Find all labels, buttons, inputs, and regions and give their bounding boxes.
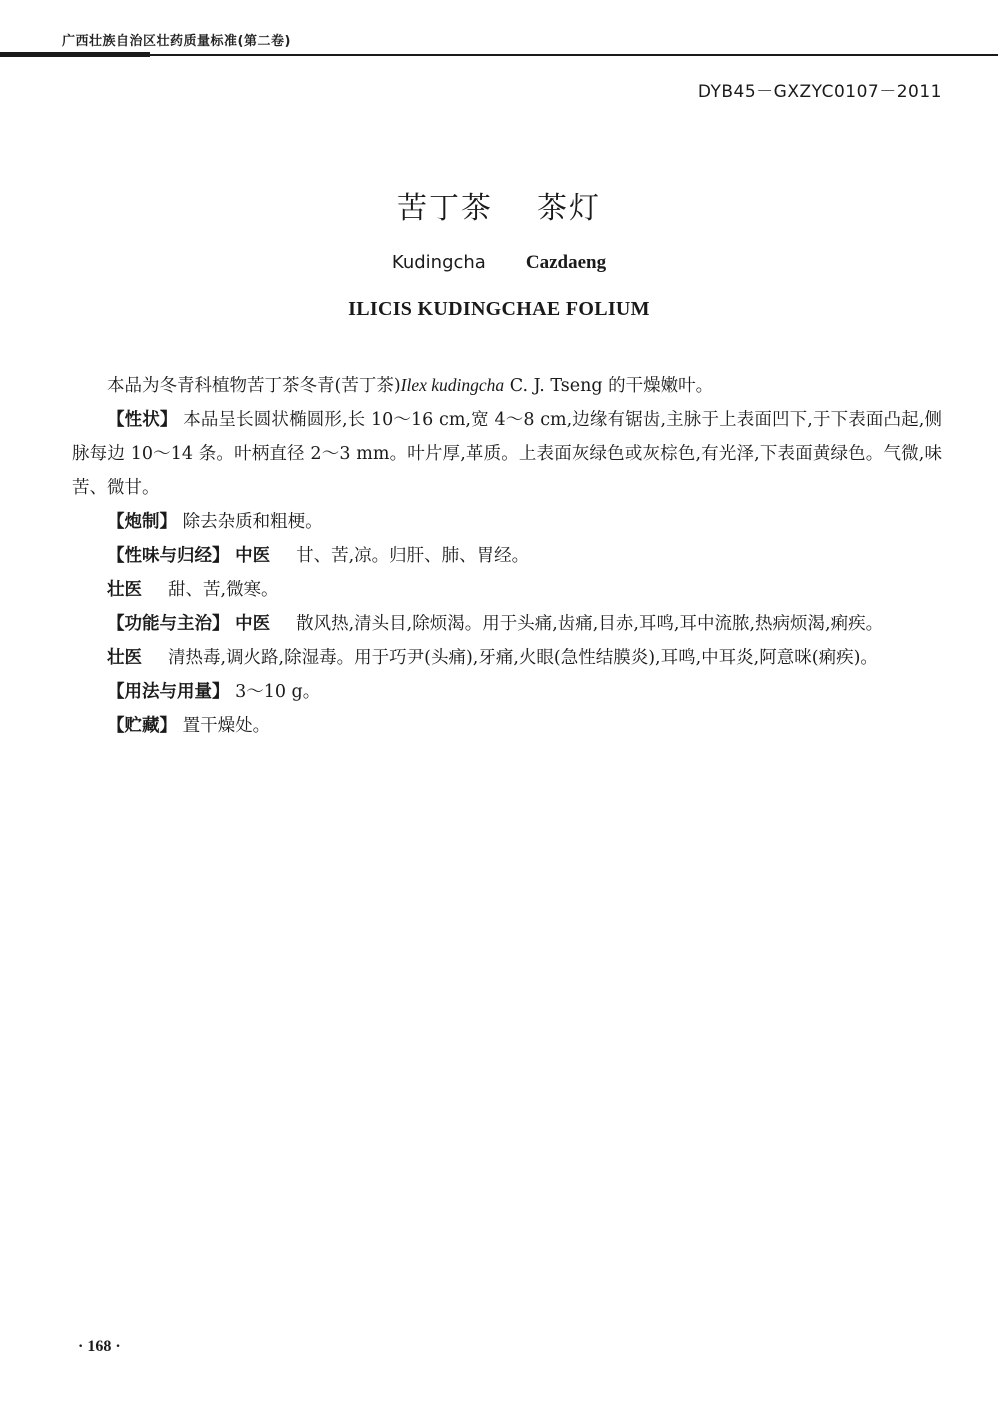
xingwei-paragraph [72, 539, 942, 573]
header-rule [0, 54, 998, 56]
yongfa-label: 【用法与用量】 [107, 682, 230, 702]
gongneng-tcm-text: 散风热,清头目,除烦渴。用于头痛,齿痛,目赤,耳鸣,耳中流脓,热病烦渴,痢疾。 [296, 614, 884, 634]
zhuang-label: 壮医 [107, 648, 142, 668]
xingzhuang-text: 本品呈长圆状椭圆形,长 10～16 cm,宽 4～8 cm,边缘有锯齿,主脉于上表面凹下,于下表面凸起,侧脉每边 10～14 条。叶柄直径 2～3 mm。叶片厚,革质。上表面灰绿色或灰棕色,有光泽,下表面黄绿色。气微,味苦、微甘。 [72, 410, 942, 498]
title-zhuang-roman: Cazdaeng [525, 252, 607, 273]
paozhi-paragraph [72, 505, 942, 539]
yongfa-text: 3～10 g。 [235, 682, 321, 702]
title-chinese [0, 183, 998, 227]
title-latin: ILICIS KUDINGCHAE FOLIUM [348, 298, 650, 320]
gongneng-zhuang-text: 清热毒,调火路,除湿毒。用于巧尹(头痛),牙痛,火眼(急性结膜炎),耳鸣,中耳炎,阿意咪(痢疾)。 [168, 648, 878, 668]
zhuang-label: 壮医 [107, 580, 142, 600]
zhucang-text: 置干燥处。 [182, 716, 271, 736]
page-number: · 168 · [78, 1338, 121, 1355]
intro-text: 本品为冬青科植物苦丁茶冬青(苦丁茶) [107, 376, 401, 396]
latin-species: Ilex kudingcha [400, 375, 505, 395]
xingwei-label: 【性味与归经】 [107, 546, 230, 566]
title-zhuang-name: 茶灯 [537, 191, 601, 226]
tcm-label: 中医 [235, 546, 271, 566]
title-romanized [0, 252, 998, 274]
monograph-body [72, 368, 942, 743]
gongneng-label: 【功能与主治】 [107, 614, 230, 634]
zhucang-paragraph [72, 709, 942, 743]
xingzhuang-paragraph [72, 403, 942, 505]
xingwei-zhuang-text: 甜、苦,微寒。 [168, 580, 279, 600]
title-zh-name: 苦丁茶 [397, 191, 493, 226]
intro-paragraph [72, 368, 942, 403]
paozhi-label: 【炮制】 [107, 512, 177, 532]
gongneng-paragraph [72, 607, 942, 641]
xingwei-zhuang-paragraph [72, 573, 942, 607]
running-header: 广西壮族自治区壮药质量标准(第二卷) [62, 34, 291, 49]
xingwei-tcm-text: 甘、苦,凉。归肝、肺、胃经。 [296, 546, 530, 566]
zhucang-label: 【贮藏】 [107, 716, 177, 736]
gongneng-zhuang-paragraph [72, 641, 942, 675]
xingzhuang-label: 【性状】 [107, 410, 178, 430]
title-pinyin: Kudingcha [391, 252, 486, 273]
intro-author: C. J. Tseng 的干燥嫩叶。 [504, 376, 714, 396]
standard-code: DYB45－GXZYC0107－2011 [697, 82, 942, 102]
tcm-label: 中医 [235, 614, 271, 634]
yongfa-paragraph [72, 675, 942, 709]
paozhi-text: 除去杂质和粗梗。 [182, 512, 323, 532]
